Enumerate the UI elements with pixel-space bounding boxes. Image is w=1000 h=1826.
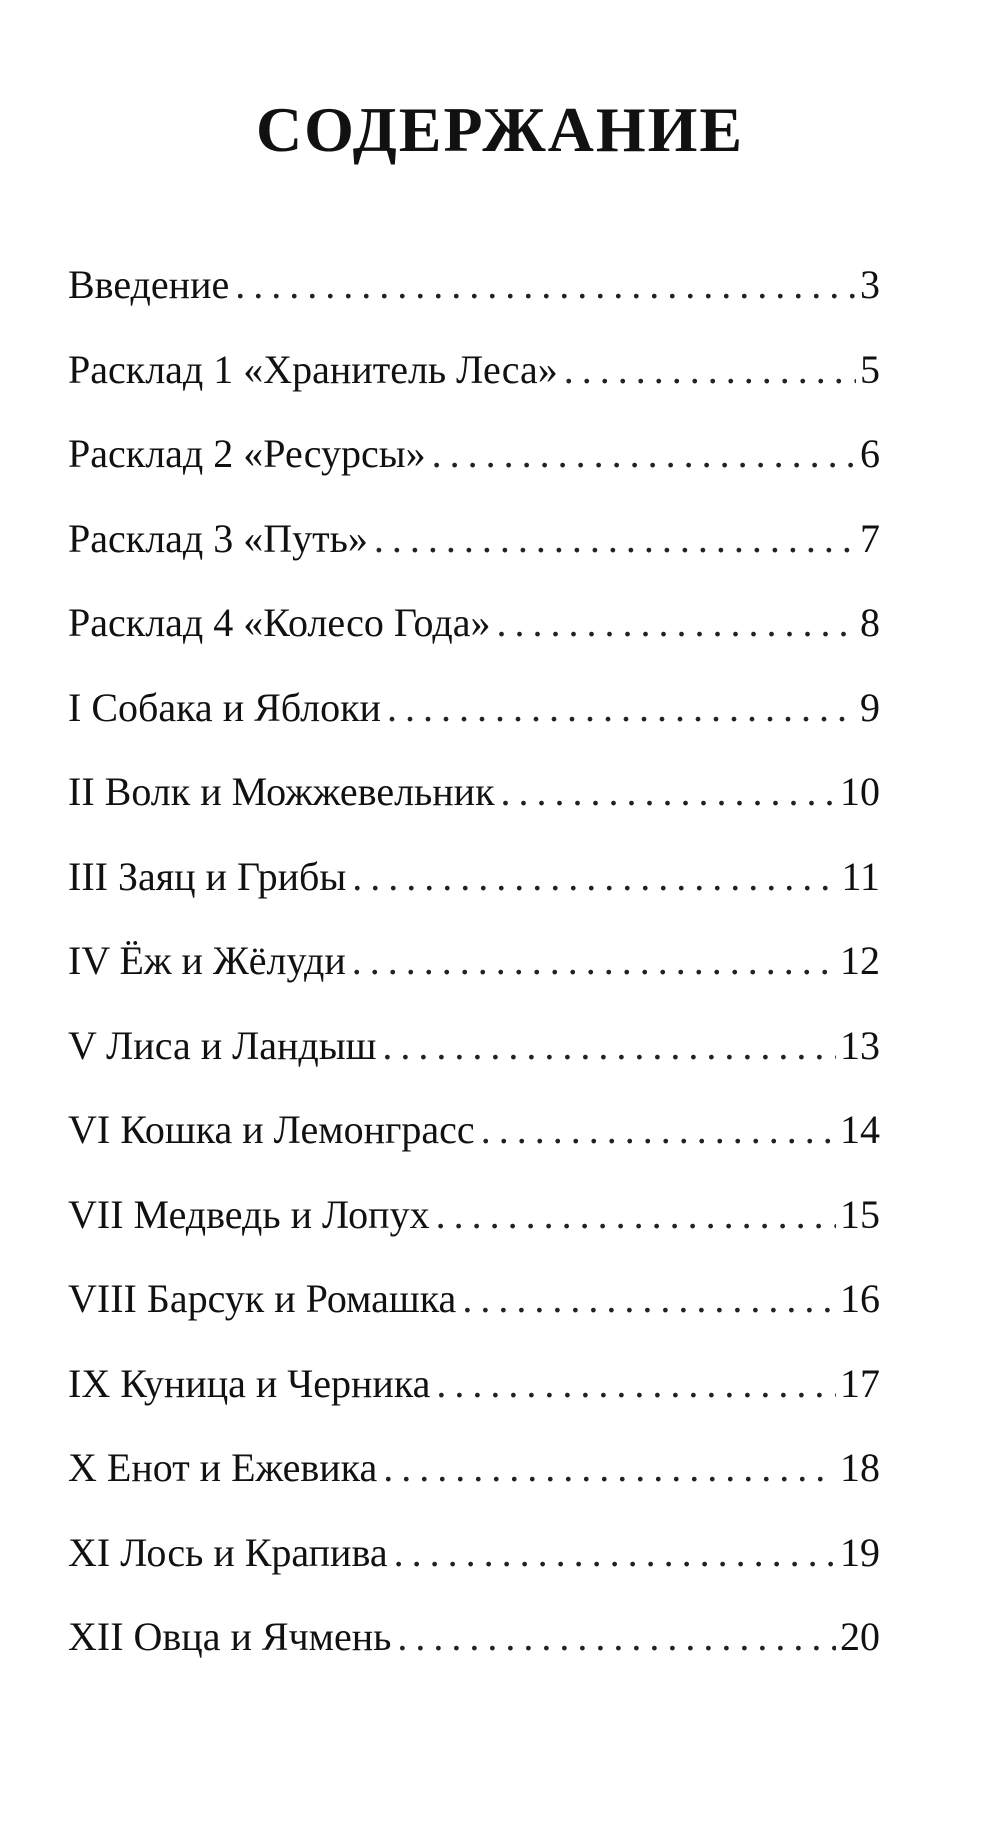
dot-leader bbox=[352, 857, 837, 897]
toc-entry-label: VIII Барсук и Ромашка bbox=[68, 1276, 457, 1321]
toc-entry-label: VII Медведь и Лопух bbox=[68, 1191, 430, 1237]
toc-entry bbox=[68, 769, 880, 857]
toc-entry bbox=[68, 1360, 880, 1449]
page-title: СОДЕРЖАНИЕ bbox=[255, 94, 745, 165]
dot-leader bbox=[436, 1195, 836, 1235]
toc-entry-label: IV Ёж и Жёлуди bbox=[68, 938, 346, 983]
toc-entry-page-number: 20 bbox=[840, 1614, 880, 1659]
toc-entry bbox=[68, 1445, 880, 1533]
toc-entry bbox=[68, 600, 880, 688]
toc-entry bbox=[68, 346, 880, 435]
toc-entry-page-number: 14 bbox=[840, 1107, 880, 1152]
toc-entry-label: Расклад 2 «Ресурсы» bbox=[68, 431, 426, 476]
dot-leader bbox=[436, 1364, 836, 1404]
toc-entry-page-number: 13 bbox=[840, 1022, 880, 1068]
toc-entry-label: XII Овца и Ячмень bbox=[68, 1614, 392, 1659]
toc-entry-page-number: 19 bbox=[840, 1529, 880, 1575]
toc-entry-label: I Собака и Яблоки bbox=[68, 684, 381, 730]
dot-leader bbox=[382, 1026, 836, 1066]
toc-entry bbox=[68, 938, 880, 1026]
toc-entry-page-number: 17 bbox=[840, 1360, 880, 1406]
dot-leader bbox=[432, 434, 856, 474]
toc-entry bbox=[68, 1107, 880, 1195]
toc-entry-page-number: 3 bbox=[860, 262, 880, 307]
toc-entry-page-number: 18 bbox=[840, 1445, 880, 1490]
toc-entry-label: V Лиса и Ландыш bbox=[68, 1022, 377, 1068]
dot-leader bbox=[501, 772, 836, 812]
toc-entry bbox=[68, 262, 880, 350]
dot-leader bbox=[235, 265, 856, 305]
toc-entry-page-number: 15 bbox=[840, 1191, 880, 1237]
toc-entry-label: XI Лось и Крапива bbox=[68, 1529, 388, 1575]
toc-entry-page-number: 5 bbox=[860, 346, 880, 392]
dot-leader bbox=[374, 519, 856, 559]
toc-entry bbox=[68, 853, 880, 942]
toc-entry-label: III Заяц и Грибы bbox=[68, 853, 347, 899]
toc-entry-page-number: 10 bbox=[840, 769, 880, 814]
toc-entry-page-number: 12 bbox=[840, 938, 880, 983]
toc-entry-page-number: 16 bbox=[840, 1276, 880, 1321]
toc-entry-page-number: 8 bbox=[860, 600, 880, 645]
toc-entry-label: VI Кошка и Лемонграсс bbox=[68, 1107, 475, 1152]
dot-leader bbox=[383, 1448, 836, 1488]
toc-entry bbox=[68, 1191, 880, 1280]
toc-entry-label: II Волк и Можжевельник bbox=[68, 769, 495, 814]
toc-entry-label: IX Куница и Черника bbox=[68, 1360, 431, 1406]
dot-leader bbox=[462, 1279, 836, 1319]
toc-entry-label: Расклад 3 «Путь» bbox=[68, 515, 368, 561]
toc-entry-label: Введение bbox=[68, 262, 230, 307]
toc-entry bbox=[68, 1614, 880, 1702]
toc-entry bbox=[68, 684, 880, 773]
toc-entry-label: X Енот и Ежевика bbox=[68, 1445, 378, 1490]
toc-entry bbox=[68, 431, 880, 519]
dot-leader bbox=[387, 688, 856, 728]
toc-entry-label: Расклад 4 «Колесо Года» bbox=[68, 600, 491, 645]
toc-entry-page-number: 6 bbox=[860, 431, 880, 476]
table-of-contents bbox=[68, 262, 880, 1702]
toc-entry-page-number: 9 bbox=[860, 684, 880, 730]
dot-leader bbox=[496, 603, 856, 643]
toc-entry-label: Расклад 1 «Хранитель Леса» bbox=[68, 346, 558, 392]
dot-leader bbox=[397, 1617, 836, 1657]
toc-entry bbox=[68, 1529, 880, 1618]
toc-entry bbox=[68, 515, 880, 604]
toc-entry bbox=[68, 1276, 880, 1364]
dot-leader bbox=[564, 350, 856, 390]
dot-leader bbox=[352, 941, 836, 981]
dot-leader bbox=[394, 1533, 836, 1573]
toc-entry bbox=[68, 1022, 880, 1111]
toc-entry-page-number: 11 bbox=[841, 853, 880, 899]
dot-leader bbox=[481, 1110, 836, 1150]
toc-entry-page-number: 7 bbox=[860, 515, 880, 561]
